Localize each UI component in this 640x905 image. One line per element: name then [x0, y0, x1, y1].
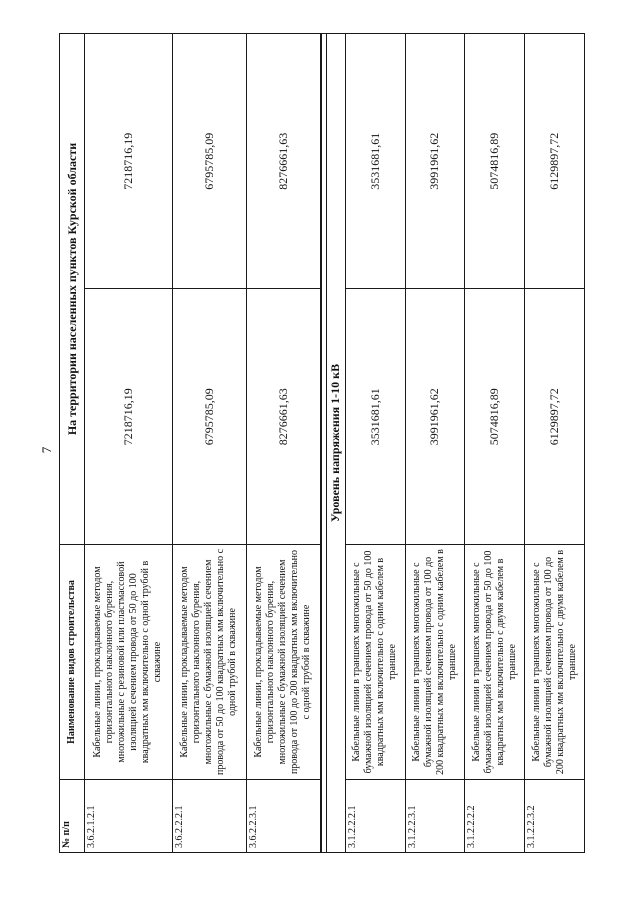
group-header-row: [326, 34, 345, 853]
row-name: Кабельные линии в траншеях многожильные с бумажной изоляцией сечением провода от 50 до 100 квадратных мм включительно с двумя кабелем в траншее: [465, 545, 525, 780]
row-name: Кабельные линии в траншеях многожильные с бумажной изоляцией сечением провода от 50 до 100 квадратных мм включительно с одним кабелем в траншее: [345, 545, 405, 780]
row-value-1: 3531681,61: [345, 289, 405, 545]
row-value-2: 7218716,19: [85, 34, 173, 290]
table-row: [465, 34, 525, 853]
table-row: [172, 34, 246, 853]
row-value-1: 7218716,19: [85, 289, 173, 545]
row-value-1: 6129897,72: [525, 289, 585, 545]
row-number: 3.6.2.2.2.1: [172, 780, 246, 853]
row-value-2: 3991961,62: [405, 34, 465, 290]
table-row: [345, 34, 405, 853]
page-number: 7: [39, 446, 54, 454]
row-value-2: 3531681,61: [345, 34, 405, 290]
row-value-2: 5074816,89: [465, 34, 525, 290]
row-name: Кабельные линии, прокладываемые методом горизонтального наклонного бурения, многожильные с резиновой или пластмассовой изоляцией сечением провода от 50 до 100 квадратных мм включительно с одной трубой в скважине: [85, 545, 173, 780]
table-row: [405, 34, 465, 853]
row-number: 3.1.2.2.3.1: [405, 780, 465, 853]
row-name: Кабельные линии, прокладываемые методом горизонтального наклонного бурения, многожильные с бумажной изоляцией сечением провода от 100 до 200 квадратных мм включительно с одной трубой в скважине: [246, 545, 320, 780]
row-value-1: 6795785,09: [172, 289, 246, 545]
row-value-2: 6795785,09: [172, 34, 246, 290]
row-name: Кабельные линии в траншеях многожильные с бумажной изоляцией сечением провода от 100 до 200 квадратных мм включительно с одним кабелем в траншее: [405, 545, 465, 780]
row-value-2: 8276661,63: [246, 34, 320, 290]
table-row: [525, 34, 585, 853]
row-value-1: 3991961,62: [405, 289, 465, 545]
header-territory: На территории населенных пунктов Курской области: [60, 34, 85, 545]
header-number: № п/п: [60, 780, 85, 853]
price-table: [59, 33, 585, 853]
header-name: Наименование видов строительства: [60, 545, 85, 780]
row-value-2: 6129897,72: [525, 34, 585, 290]
row-value-1: 5074816,89: [465, 289, 525, 545]
table-header-row: [60, 34, 85, 853]
rotated-table-container: [59, 33, 585, 853]
table-row: [85, 34, 173, 853]
row-name: Кабельные линии в траншеях многожильные с бумажной изоляцией сечением провода от 100 до 200 квадратных мм включительно с двумя кабелем в траншее: [525, 545, 585, 780]
group-title: Уровень напряжения 1-10 кВ: [326, 34, 345, 853]
row-number: 3.1.2.2.3.2: [525, 780, 585, 853]
row-number: 3.6.2.1.2.1: [85, 780, 173, 853]
row-value-1: 8276661,63: [246, 289, 320, 545]
table-row: [246, 34, 320, 853]
row-number: 3.1.2.2.2.1: [345, 780, 405, 853]
row-number: 3.6.2.2.3.1: [246, 780, 320, 853]
row-name: Кабельные линии, прокладываемые методом горизонтального наклонного бурения, многожильные с бумажной изоляцией сечением провода от 50 до 100 квадратных мм включительно с одной трубой в скважине: [172, 545, 246, 780]
row-number: 3.1.2.2.2.2: [465, 780, 525, 853]
